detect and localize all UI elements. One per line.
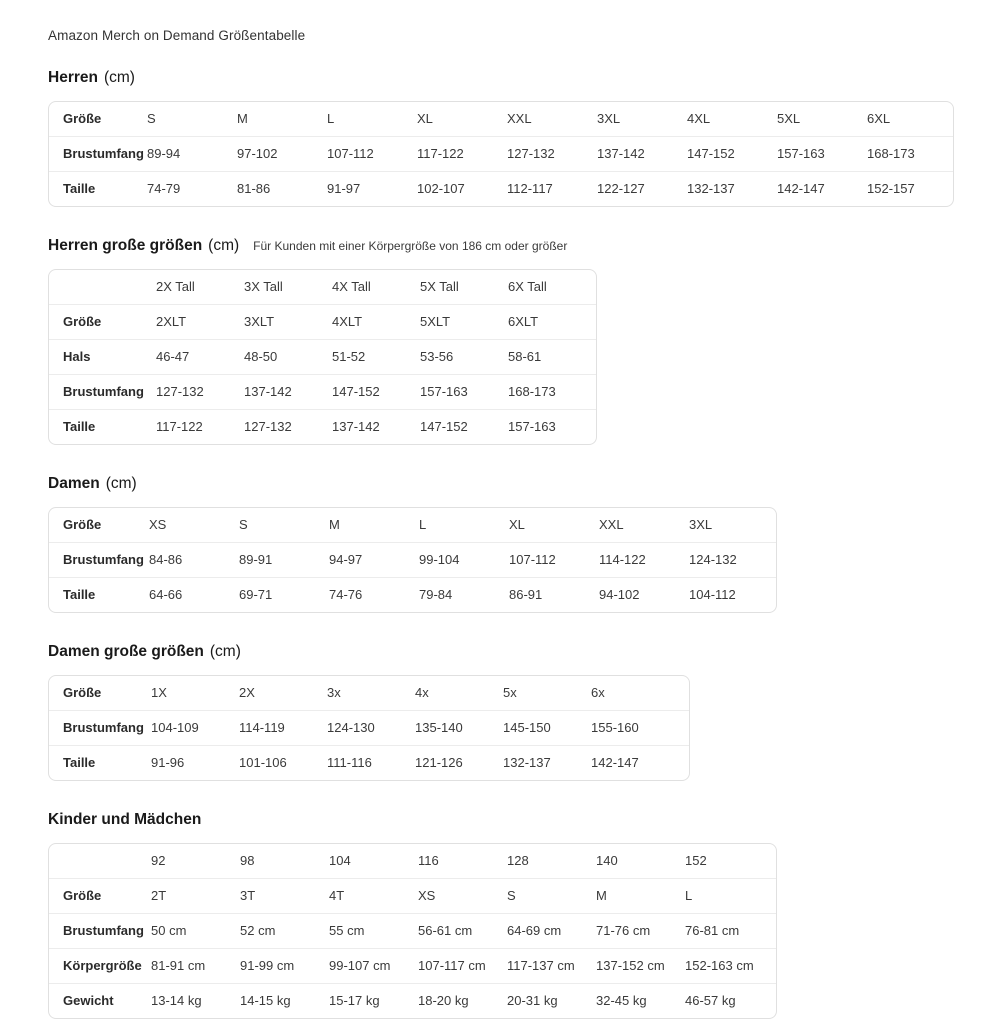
cell-value: 6XL	[867, 111, 891, 126]
cell-value: 98	[240, 853, 255, 868]
cell-value: 13-14 kg	[151, 993, 202, 1008]
row-label: Körpergröße	[63, 958, 142, 973]
cell-value: M	[596, 888, 607, 903]
section-heading-damen-grosse-groessen	[48, 643, 952, 661]
size-table-herren-grosse-groessen	[48, 269, 597, 445]
cell-value: L	[685, 888, 693, 903]
table-row	[49, 878, 776, 913]
section-heading-unit: (cm)	[209, 643, 241, 660]
section-note: Für Kunden mit einer Körpergröße von 186 cm oder größer	[253, 239, 568, 253]
cell-value: 4XLT	[332, 314, 363, 329]
sections-container	[48, 69, 952, 1019]
section-heading-unit: (cm)	[103, 69, 135, 86]
cell-value: 155-160	[591, 720, 639, 735]
cell-value: 4T	[329, 888, 345, 903]
cell-value: S	[239, 517, 248, 532]
cell-value: 14-15 kg	[240, 993, 291, 1008]
cell-value: 111-116	[327, 755, 372, 770]
cell-value: 64-69 cm	[507, 923, 562, 938]
cell-value: 104	[329, 853, 351, 868]
cell-value: 94-97	[329, 552, 363, 567]
table-row	[49, 102, 953, 136]
cell-value: 127-132	[244, 419, 292, 434]
row-label: Taille	[63, 755, 96, 770]
row-label: Taille	[63, 587, 96, 602]
cell-value: 107-112	[509, 552, 556, 567]
cell-value: 3XLT	[244, 314, 275, 329]
cell-value: XL	[417, 111, 433, 126]
cell-value: 140	[596, 853, 618, 868]
cell-value: 2X	[239, 685, 255, 700]
cell-value: 107-112	[327, 146, 374, 161]
cell-value: 114-122	[599, 552, 646, 567]
cell-value: 74-79	[147, 181, 181, 196]
row-label: Taille	[63, 419, 96, 434]
cell-value: XXL	[507, 111, 532, 126]
cell-value: 52 cm	[240, 923, 276, 938]
cell-value: 5x	[503, 685, 517, 700]
row-label: Größe	[63, 888, 102, 903]
table-row	[49, 710, 689, 745]
cell-value: 51-52	[332, 349, 366, 364]
cell-value: 152-163 cm	[685, 958, 754, 973]
cell-value: 89-91	[239, 552, 273, 567]
cell-value: 137-142	[332, 419, 380, 434]
cell-value: 46-57 kg	[685, 993, 736, 1008]
cell-value: 116	[418, 853, 439, 868]
row-label: Hals	[63, 349, 91, 364]
table-row	[49, 270, 596, 304]
table-row	[49, 409, 596, 444]
cell-value: 55 cm	[329, 923, 365, 938]
cell-value: S	[507, 888, 516, 903]
cell-value: 86-91	[509, 587, 543, 602]
row-label: Größe	[63, 111, 102, 126]
table-row	[49, 542, 776, 577]
cell-value: 104-112	[689, 587, 736, 602]
table-row	[49, 844, 776, 878]
cell-value: 137-142	[244, 384, 292, 399]
cell-value: 6XLT	[508, 314, 539, 329]
cell-value: 91-96	[151, 755, 185, 770]
cell-value: L	[327, 111, 335, 126]
size-table-damen-grosse-groessen	[48, 675, 690, 781]
section-herren	[48, 69, 952, 207]
cell-value: 18-20 kg	[418, 993, 469, 1008]
row-label: Brustumfang	[63, 923, 144, 938]
cell-value: 121-126	[415, 755, 463, 770]
cell-value: 15-17 kg	[329, 993, 380, 1008]
cell-value: S	[147, 111, 156, 126]
cell-value: 64-66	[149, 587, 183, 602]
table-row	[49, 304, 596, 339]
cell-value: 124-132	[689, 552, 737, 567]
cell-value: 157-163	[777, 146, 825, 161]
row-label	[49, 852, 151, 870]
table-row	[49, 913, 776, 948]
cell-value: 2X Tall	[156, 279, 195, 294]
section-kinder-und-maedchen	[48, 811, 952, 1019]
cell-value: 74-76	[329, 587, 363, 602]
cell-value: 58-61	[508, 349, 542, 364]
section-heading-text: Herren	[48, 69, 98, 86]
size-table-herren	[48, 101, 954, 207]
cell-value: 84-86	[149, 552, 183, 567]
size-table-kinder-und-maedchen	[48, 843, 777, 1019]
cell-value: 32-45 kg	[596, 993, 647, 1008]
row-label: Brustumfang	[63, 384, 144, 399]
cell-value: 122-127	[597, 181, 645, 196]
cell-value: 92	[151, 853, 166, 868]
cell-value: 99-104	[419, 552, 460, 567]
cell-value: 107-117 cm	[418, 958, 486, 973]
row-label	[49, 278, 156, 296]
section-damen-grosse-groessen	[48, 643, 952, 781]
row-label: Brustumfang	[63, 720, 144, 735]
cell-value: 127-132	[156, 384, 204, 399]
cell-value: 50 cm	[151, 923, 187, 938]
cell-value: 5XLT	[420, 314, 451, 329]
table-row	[49, 745, 689, 780]
row-label: Taille	[63, 181, 96, 196]
cell-value: XS	[418, 888, 436, 903]
table-row	[49, 948, 776, 983]
cell-value: 137-142	[597, 146, 645, 161]
cell-value: 71-76 cm	[596, 923, 651, 938]
cell-value: 152-157	[867, 181, 915, 196]
cell-value: 102-107	[417, 181, 465, 196]
cell-value: M	[329, 517, 340, 532]
row-label: Brustumfang	[63, 552, 144, 567]
cell-value: 135-140	[415, 720, 463, 735]
cell-value: 117-122	[156, 419, 203, 434]
cell-value: 53-56	[420, 349, 454, 364]
cell-value: 5X Tall	[420, 279, 459, 294]
cell-value: 94-102	[599, 587, 640, 602]
cell-value: 147-152	[332, 384, 380, 399]
cell-value: 69-71	[239, 587, 273, 602]
cell-value: 6x	[591, 685, 605, 700]
cell-value: 147-152	[687, 146, 735, 161]
cell-value: 127-132	[507, 146, 555, 161]
table-row	[49, 676, 689, 710]
cell-value: 132-137	[503, 755, 551, 770]
cell-value: 3x	[327, 685, 341, 700]
cell-value: 91-97	[327, 181, 361, 196]
cell-value: 145-150	[503, 720, 551, 735]
section-heading-unit: (cm)	[105, 475, 137, 492]
cell-value: XL	[509, 517, 525, 532]
table-row	[49, 577, 776, 612]
cell-value: 4XL	[687, 111, 711, 126]
cell-value: 112-117	[507, 181, 553, 196]
cell-value: 3T	[240, 888, 256, 903]
cell-value: 142-147	[777, 181, 825, 196]
cell-value: 48-50	[244, 349, 278, 364]
cell-value: M	[237, 111, 248, 126]
table-row	[49, 508, 776, 542]
page-title: Amazon Merch on Demand Größentabelle	[48, 28, 306, 43]
cell-value: 6X Tall	[508, 279, 547, 294]
cell-value: 128	[507, 853, 529, 868]
cell-value: 81-86	[237, 181, 271, 196]
cell-value: 168-173	[508, 384, 556, 399]
section-heading-text: Herren große größen	[48, 237, 203, 254]
cell-value: 104-109	[151, 720, 199, 735]
cell-value: 2XLT	[156, 314, 187, 329]
cell-value: 20-31 kg	[507, 993, 558, 1008]
cell-value: 79-84	[419, 587, 453, 602]
size-table-damen	[48, 507, 777, 613]
cell-value: 117-137 cm	[507, 958, 575, 973]
cell-value: 89-94	[147, 146, 181, 161]
table-row	[49, 374, 596, 409]
section-damen	[48, 475, 952, 613]
cell-value: 76-81 cm	[685, 923, 740, 938]
cell-value: XXL	[599, 517, 624, 532]
table-row	[49, 136, 953, 171]
cell-value: 56-61 cm	[418, 923, 473, 938]
cell-value: 157-163	[508, 419, 556, 434]
cell-value: 137-152 cm	[596, 958, 665, 973]
row-label: Größe	[63, 517, 102, 532]
section-heading-text: Damen	[48, 475, 100, 492]
cell-value: 46-47	[156, 349, 190, 364]
cell-value: 114-119	[239, 720, 285, 735]
cell-value: 101-106	[239, 755, 287, 770]
cell-value: 147-152	[420, 419, 468, 434]
cell-value: 168-173	[867, 146, 915, 161]
table-row	[49, 983, 776, 1018]
cell-value: L	[419, 517, 427, 532]
cell-value: 99-107 cm	[329, 958, 391, 973]
section-heading-text: Kinder und Mädchen	[48, 811, 202, 828]
cell-value: 124-130	[327, 720, 375, 735]
section-heading-kinder-und-maedchen	[48, 811, 952, 829]
cell-value: 3XL	[689, 517, 713, 532]
cell-value: XS	[149, 517, 167, 532]
cell-value: 97-102	[237, 146, 278, 161]
section-heading-herren	[48, 69, 952, 87]
table-row	[49, 339, 596, 374]
cell-value: 4X Tall	[332, 279, 371, 294]
cell-value: 157-163	[420, 384, 468, 399]
section-heading-damen	[48, 475, 952, 493]
section-herren-grosse-groessen	[48, 237, 952, 445]
section-heading-herren-grosse-groessen	[48, 237, 952, 255]
row-label: Brustumfang	[63, 146, 144, 161]
cell-value: 142-147	[591, 755, 639, 770]
cell-value: 5XL	[777, 111, 801, 126]
cell-value: 4x	[415, 685, 429, 700]
cell-value: 117-122	[417, 146, 464, 161]
section-heading-text: Damen große größen	[48, 643, 204, 660]
cell-value: 2T	[151, 888, 167, 903]
section-heading-unit: (cm)	[208, 237, 240, 254]
row-label: Gewicht	[63, 993, 114, 1008]
cell-value: 3XL	[597, 111, 621, 126]
table-row	[49, 171, 953, 206]
row-label: Größe	[63, 314, 102, 329]
row-label: Größe	[63, 685, 102, 700]
cell-value: 3X Tall	[244, 279, 283, 294]
cell-value: 152	[685, 853, 707, 868]
cell-value: 132-137	[687, 181, 735, 196]
size-chart-page	[48, 28, 952, 1019]
cell-value: 91-99 cm	[240, 958, 295, 973]
cell-value: 1X	[151, 685, 167, 700]
cell-value: 81-91 cm	[151, 958, 206, 973]
